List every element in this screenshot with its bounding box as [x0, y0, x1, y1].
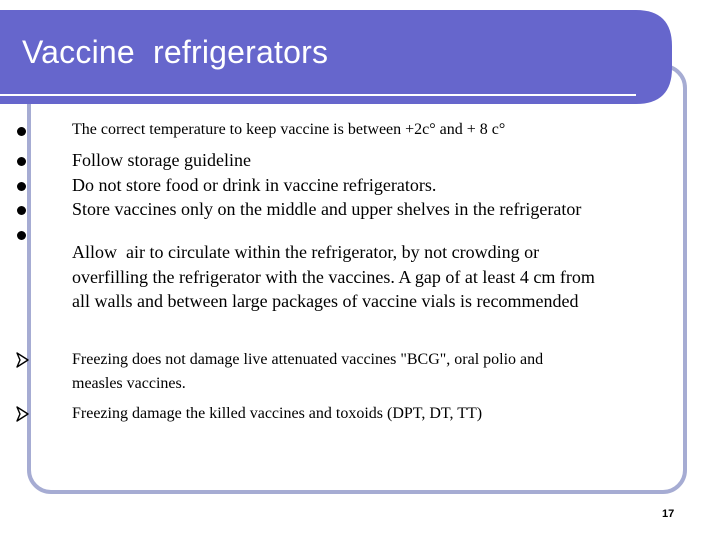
- bullet-dot: [17, 157, 26, 166]
- arrow-bullet-text-2: Freezing damage the killed vaccines and toxoids (DPT, DT, TT): [72, 405, 483, 422]
- bullet-text-5-line-3: all walls and between large packages of vaccine vials is recommended: [72, 291, 579, 311]
- slide-title: Vaccine refrigerators: [22, 34, 329, 70]
- bullet-dot: [17, 206, 26, 215]
- arrow-bullet-icon: [14, 406, 30, 422]
- bullet-text-1: The correct temperature to keep vaccine is between +2c° and + 8 c°: [72, 121, 506, 138]
- bullet-text-5-line-1: Allow air to circulate within the refrigerator, by not crowding or: [72, 242, 540, 262]
- bullet-text-5-line-2: overfilling the refrigerator with the vaccines. A gap of at least 4 cm from: [72, 267, 595, 287]
- bullet-dot: [17, 127, 26, 136]
- bullet-text-4: Store vaccines only on the middle and upper shelves in the refrigerator: [72, 199, 582, 219]
- arrow-bullet-text-1-line-1: Freezing does not damage live attenuated vaccines "BCG", oral polio and: [72, 351, 544, 368]
- arrow-bullet-icon: [14, 352, 30, 368]
- bullet-text-3: Do not store food or drink in vaccine refrigerators.: [72, 175, 437, 195]
- page-number: 17: [662, 508, 675, 520]
- arrow-bullet-text-1-line-2: measles vaccines.: [72, 375, 186, 392]
- bullet-dot: [17, 182, 26, 191]
- bullet-dot: [17, 231, 26, 240]
- bullet-text-2: Follow storage guideline: [72, 150, 251, 170]
